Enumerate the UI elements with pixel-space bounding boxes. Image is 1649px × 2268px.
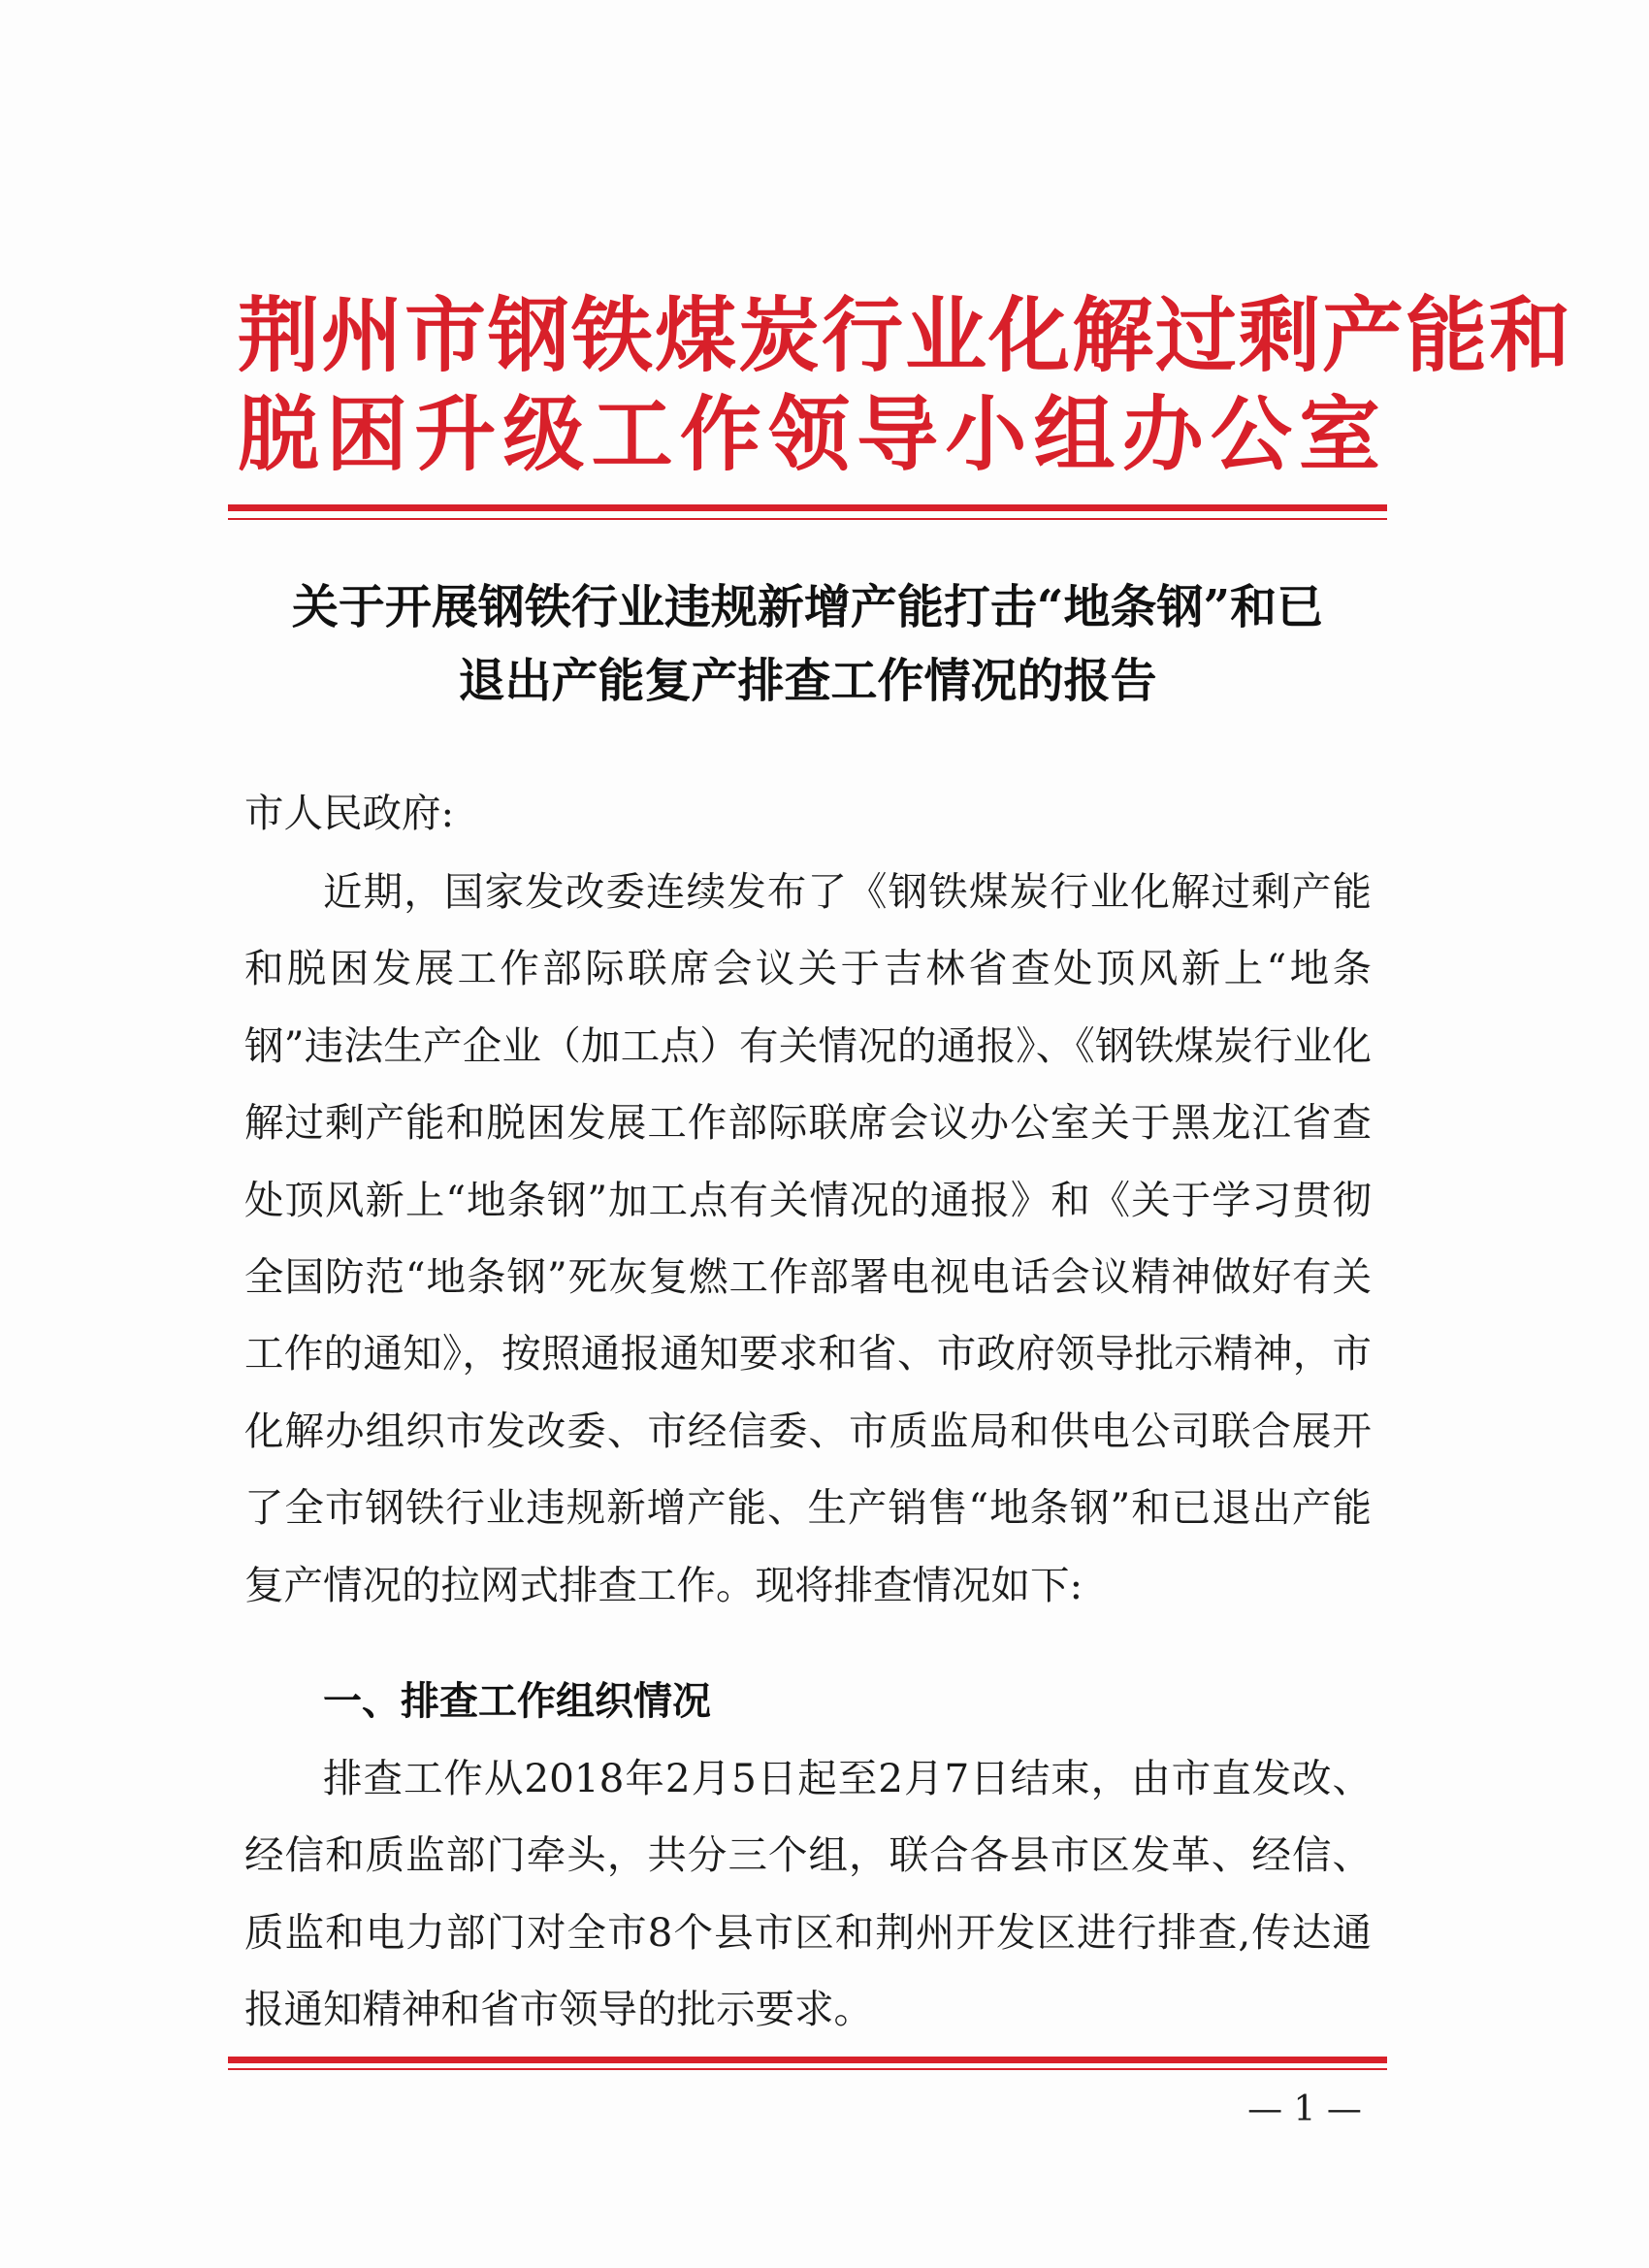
- footer-rule-thin: [228, 2068, 1387, 2070]
- issuing-office-line-2: 脱困升级工作领导小组办公室: [238, 386, 1382, 482]
- header-rule-thick: [228, 504, 1387, 511]
- footer-rule-thick: [228, 2057, 1387, 2063]
- report-title-line-1: 关于开展钢铁行业违规新增产能打击“地条钢”和已: [291, 580, 1324, 634]
- issuing-office-line-1: 荆州市钢铁煤炭行业化解过剩产能和: [238, 287, 1573, 383]
- page-number: — 1 —: [1247, 2090, 1362, 2129]
- section-heading-1: 一、排查工作组织情况: [323, 1679, 711, 1724]
- paragraph-organization: 排查工作从2018年2月5日起至2月7日结束，由市直发改、经信和质监部门牵头，共分三个组，联合各县市区发革、经信、质监和电力部门对全市8个县市区和荆州开发区进行排查,传达通报通知精神和省市领导的批示要求。: [244, 1755, 1372, 2033]
- paragraph-intro: 近期，国家发改委连续发布了《钢铁煤炭行业化解过剩产能和脱困发展工作部际联席会议关于吉林省查处顶风新上“地条钢”违法生产企业（加工点）有关情况的通报》、《钢铁煤炭行业化解过剩产能和脱困发展工作部际联席会议办公室关于黑龙江省查处顶风新上“地条钢”加工点有关情况的通报》和《关于学习贯彻全国防范“地条钢”死灰复燃工作部署电视电话会议精神做好有关工作的通知》，按照通报通知要求和省、市政府领导批示精神，市化解办组织市发改委、市经信委、市质监局和供电公司联合展开了全市钢铁行业违规新增产能、生产销售“地条钢”和已退出产能复产情况的拉网式排查工作。现将排查情况如下:: [244, 868, 1372, 1608]
- header-rule-thin: [228, 518, 1387, 520]
- report-title-line-2: 退出产能复产排查工作情况的报告: [458, 654, 1157, 708]
- salutation: 市人民政府:: [244, 790, 455, 836]
